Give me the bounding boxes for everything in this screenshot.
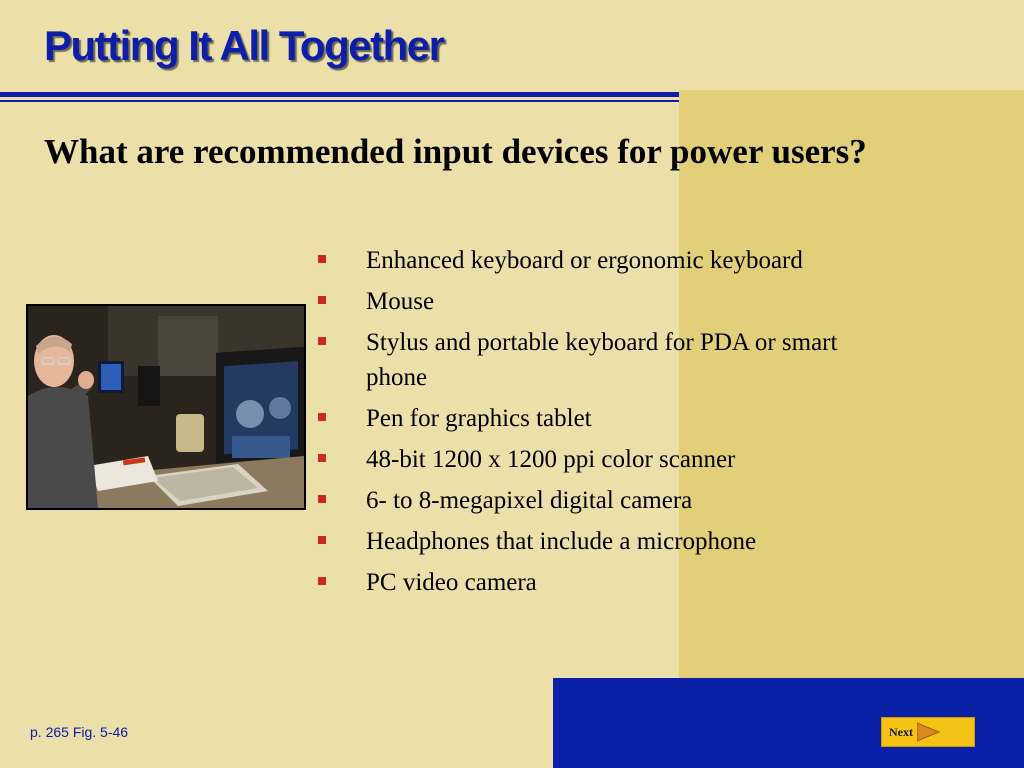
square-bullet-icon [318,495,326,503]
photo-illustration [28,306,304,508]
square-bullet-icon [318,255,326,263]
list-item-text: Mouse [366,288,435,315]
square-bullet-icon [318,536,326,544]
list-item-text: Enhanced keyboard or ergonomic keyboard [366,247,803,274]
list-item [318,524,878,559]
list-item-text: Headphones that include a microphone [366,528,757,555]
list-item [318,284,878,319]
title-rule-thin [0,100,679,102]
slide-title: Putting It All Together [44,22,444,69]
list-item [318,565,878,600]
square-bullet-icon [318,413,326,421]
list-item-text: Pen for graphics tablet [366,405,592,432]
arrow-right-icon [917,721,941,743]
list-item-text: PC video camera [366,569,537,596]
square-bullet-icon [318,337,326,345]
list-item [318,442,878,477]
user-at-workstation-photo [26,304,306,510]
list-item [318,401,878,436]
square-bullet-icon [318,577,326,585]
next-label: Next [889,725,913,739]
slide-subtitle: What are recommended input devices for power users? [44,132,867,171]
square-bullet-icon [318,454,326,462]
next-button[interactable] [881,717,975,747]
input-devices-list [318,243,878,606]
list-item [318,325,878,395]
list-item-text: 48-bit 1200 x 1200 ppi color scanner [366,446,736,473]
list-item [318,243,878,278]
square-bullet-icon [318,296,326,304]
list-item-text: Stylus and portable keyboard for PDA or smart phone [366,329,838,391]
page-reference: p. 265 Fig. 5-46 [30,724,129,740]
list-item [318,483,878,518]
list-item-text: 6- to 8-megapixel digital camera [366,487,693,514]
title-rule-thick [0,92,679,97]
